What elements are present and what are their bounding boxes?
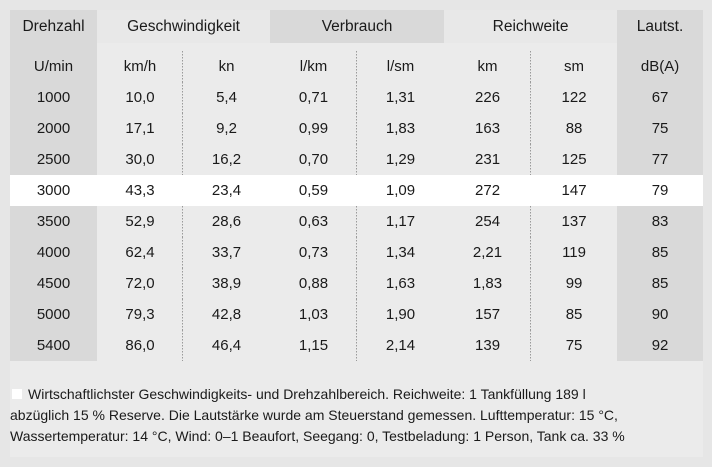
cell-kn: 23,4 [183,175,270,206]
cell-kmh: 62,4 [97,237,183,268]
unit-cell: l/km [270,51,357,82]
cell-sm: 137 [561,213,587,230]
group-header-row [10,10,703,43]
header-verbrauch: Verbrauch [270,10,444,43]
cell-lsm: 1,31 [385,89,416,106]
table-row [10,82,703,113]
cell-drehzahl: 5000 [10,299,97,330]
cell-km: 139 [444,330,531,361]
cell-kmh: 10,0 [97,82,183,113]
cell-lsm: 1,17 [385,213,416,230]
unit-cell: kn [218,58,235,75]
unit-cell: dB(A) [617,51,703,82]
cell-dba: 92 [617,330,703,361]
cell-kmh: 52,9 [97,206,183,237]
cell-sm: 99 [565,275,583,292]
table-row [10,144,703,175]
cell-dba: 79 [617,175,703,206]
cell-kn: 33,7 [211,244,242,261]
cell-lkm: 0,71 [270,82,357,113]
cell-lkm: 0,70 [270,144,357,175]
cell-lkm: 1,03 [270,299,357,330]
unit-cell: sm [564,58,585,75]
cell-kmh: 30,0 [97,144,183,175]
performance-table [10,10,703,361]
cell-kmh: 86,0 [97,330,183,361]
cell-km: 254 [444,206,531,237]
unit-cell: km/h [97,51,183,82]
cell-sm: 119 [562,244,586,261]
cell-kn: 16,2 [211,151,242,168]
cell-drehzahl: 1000 [10,82,97,113]
cell-sm: 122 [561,89,587,106]
cell-lkm: 0,63 [270,206,357,237]
cell-km: 163 [444,113,531,144]
cell-dba: 77 [617,144,703,175]
cell-lkm: 0,88 [270,268,357,299]
footnote-text-1: Wirtschaftlichster Geschwindigkeits- und Drehzahlbereich. Reichweite: 1 Tankfüllung 189 l [28,386,586,402]
table-row [10,268,703,299]
cell-lsm: 1,63 [385,275,416,292]
cell-lkm: 1,15 [270,330,357,361]
cell-lsm: 1,83 [385,120,416,137]
cell-km: 272 [444,175,531,206]
cell-kn: 9,2 [216,120,237,137]
table-row [10,113,703,144]
cell-sm: 75 [565,337,583,354]
cell-kmh: 43,3 [97,175,183,206]
unit-cell: U/min [10,51,97,82]
cell-dba: 83 [617,206,703,237]
cell-kn: 46,4 [211,337,242,354]
cell-km: 2,21 [444,237,531,268]
cell-lsm: 1,29 [385,151,416,168]
cell-kn: 28,6 [211,213,242,230]
cell-lsm: 2,14 [385,337,416,354]
cell-dba: 85 [617,268,703,299]
cell-drehzahl: 4500 [10,268,97,299]
table-row [10,299,703,330]
cell-km: 157 [444,299,531,330]
footnote-line-2: abzüglich 15 % Reserve. Die Lautstärke wurde am Steuerstand gemessen. Lufttemperatur: 15 °C, [10,407,618,423]
white-square-legend-icon [12,389,22,399]
cell-dba: 67 [617,82,703,113]
cell-kn: 38,9 [211,275,242,292]
cell-sm: 125 [561,151,587,168]
table-row [10,330,703,361]
unit-cell: km [444,51,531,82]
header-drehzahl: Drehzahl [10,10,97,43]
cell-dba: 90 [617,299,703,330]
footnote [10,372,703,457]
header-geschwindigkeit: Geschwindigkeit [97,10,270,43]
cell-sm: 85 [565,306,583,323]
cell-lkm: 0,73 [270,237,357,268]
cell-kmh: 72,0 [97,268,183,299]
header-reichweite: Reichweite [444,10,617,43]
cell-kn: 5,4 [216,89,237,106]
cell-dba: 75 [617,113,703,144]
performance-table-panel [10,10,703,457]
header-lautst: Lautst. [617,10,703,43]
cell-drehzahl: 5400 [10,330,97,361]
cell-kn: 42,8 [211,306,242,323]
cell-drehzahl: 2500 [10,144,97,175]
header-gap [10,43,703,51]
cell-lsm: 1,90 [385,306,416,323]
cell-kmh: 79,3 [97,299,183,330]
cell-drehzahl: 3500 [10,206,97,237]
table-row [10,206,703,237]
table-row-highlighted [10,175,703,206]
units-row [10,51,703,82]
cell-kmh: 17,1 [97,113,183,144]
cell-km: 231 [444,144,531,175]
unit-cell: l/sm [386,58,415,75]
footnote-line-3: Wassertemperatur: 14 °C, Wind: 0–1 Beaufort, Seegang: 0, Testbeladung: 1 Person, Tank ca. 33 % [10,428,625,444]
cell-km: 1,83 [444,268,531,299]
footnote-line-1 [10,384,690,405]
table-body [10,82,703,361]
cell-drehzahl: 2000 [10,113,97,144]
cell-dba: 85 [617,237,703,268]
cell-lsm: 1,34 [385,244,416,261]
cell-km: 226 [444,82,531,113]
cell-lkm: 0,99 [270,113,357,144]
cell-lkm: 0,59 [270,175,357,206]
table-row [10,237,703,268]
cell-lsm: 1,09 [357,175,444,206]
cell-sm: 88 [565,120,583,137]
cell-drehzahl: 4000 [10,237,97,268]
cell-sm: 147 [531,175,617,206]
cell-drehzahl: 3000 [10,175,97,206]
